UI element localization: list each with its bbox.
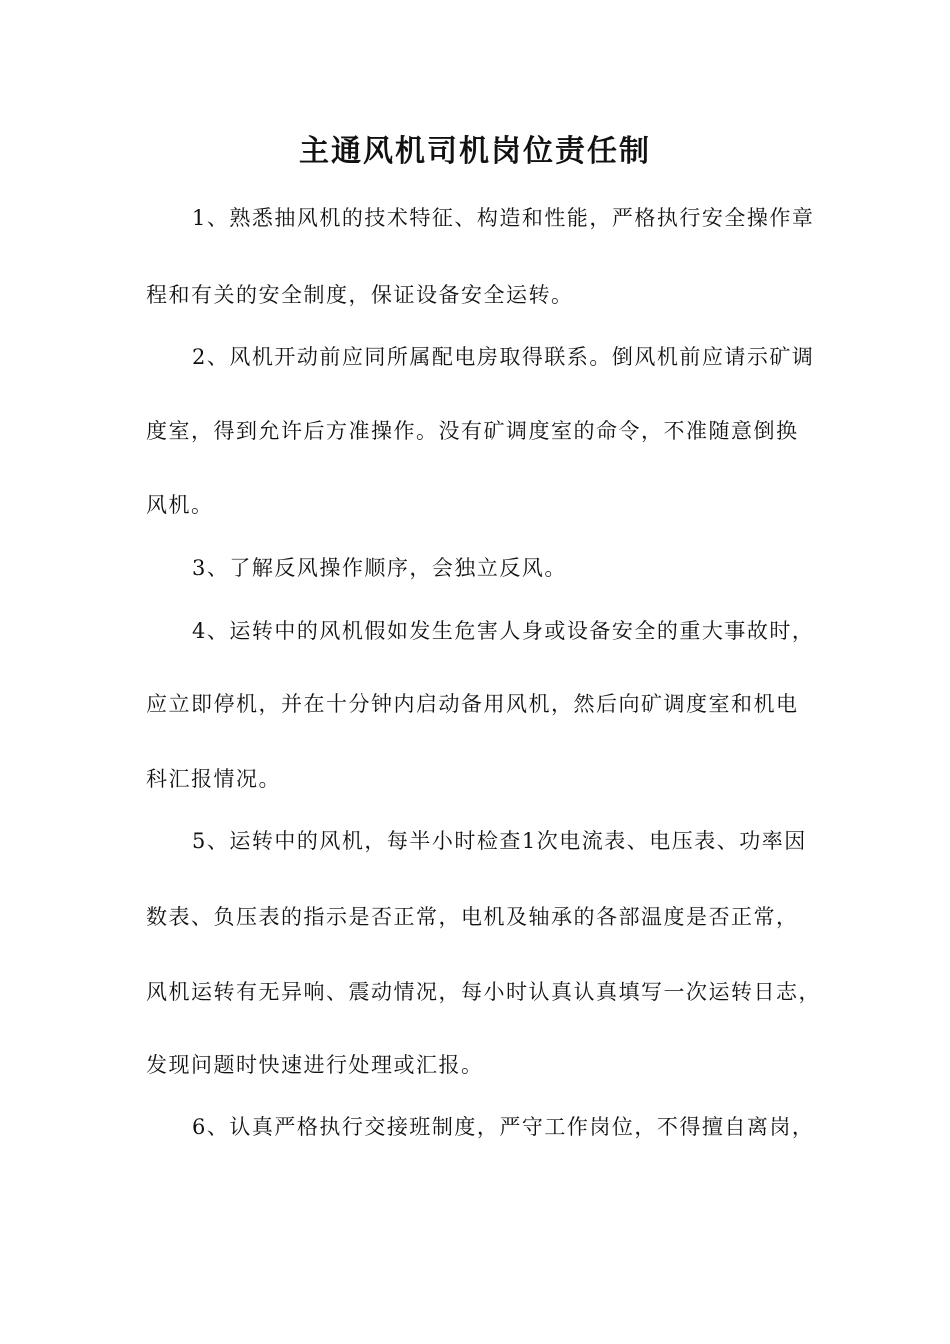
paragraph-2-line-1: 2、风机开动前应同所属配电房取得联系。倒风机前应请示矿调: [192, 345, 815, 369]
paragraph-3-line-1: 3、了解反风操作顺序，会独立反风。: [192, 556, 567, 580]
paragraph-4-line-1: 4、运转中的风机假如发生危害人身或设备安全的重大事故时，: [192, 619, 815, 643]
paragraph-5-line-1: 5、运转中的风机，每半小时检查1次电流表、电压表、功率因: [192, 829, 807, 853]
paragraph-5-line-4: 发现问题时快速进行处理或汇报。: [146, 1053, 484, 1077]
paragraph-4-line-3: 科汇报情况。: [146, 767, 281, 791]
paragraph-1-line-1: 1、熟悉抽风机的技术特征、构造和性能，严格执行安全操作章: [192, 206, 815, 230]
paragraph-2-line-3: 风机。: [146, 493, 214, 517]
paragraph-5-line-2: 数表、负压表的指示是否正常，电机及轴承的各部温度是否正常，: [146, 905, 799, 929]
paragraph-2-line-2: 度室，得到允许后方准操作。没有矿调度室的命令，不准随意倒换: [146, 419, 799, 443]
document-title: 主通风机司机岗位责任制: [299, 134, 651, 169]
paragraph-4-line-2: 应立即停机，并在十分钟内启动备用风机，然后向矿调度室和机电: [146, 692, 799, 716]
paragraph-5-line-3: 风机运转有无异响、震动情况，每小时认真认真填写一次运转日志，: [146, 980, 821, 1004]
paragraph-1-line-2: 程和有关的安全制度，保证设备安全运转。: [146, 283, 574, 307]
paragraph-6-line-1: 6、认真严格执行交接班制度，严守工作岗位，不得擅自离岗，: [192, 1115, 815, 1139]
